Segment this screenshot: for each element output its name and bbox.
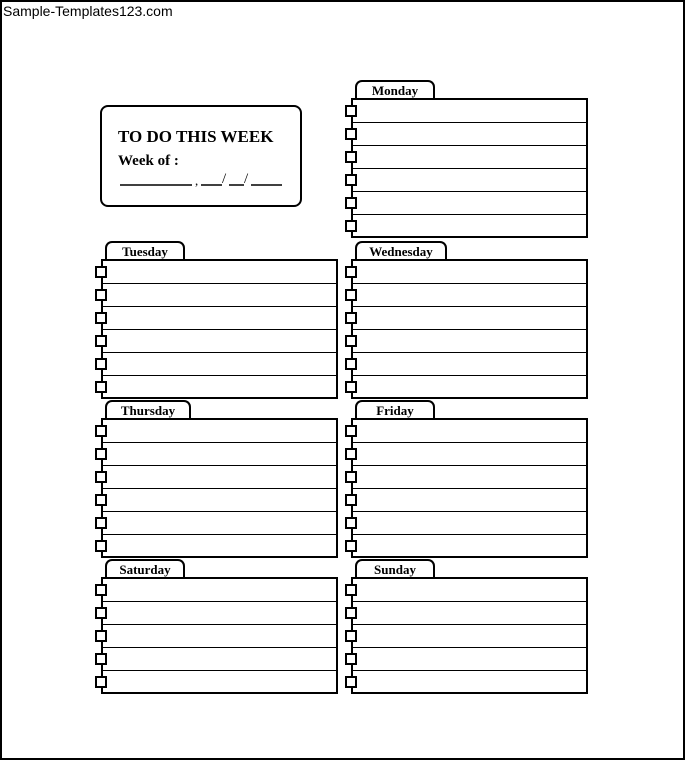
task-line[interactable] (103, 443, 336, 466)
task-checkbox[interactable] (95, 425, 107, 437)
day-tab-saturday: Saturday (105, 559, 185, 577)
task-checkbox[interactable] (345, 494, 357, 506)
day-tab-friday: Friday (355, 400, 435, 418)
date-slash-1: / (222, 171, 227, 187)
day-task-list-tuesday (101, 259, 338, 399)
task-line[interactable] (103, 625, 336, 648)
task-checkbox[interactable] (345, 425, 357, 437)
task-checkbox[interactable] (345, 584, 357, 596)
task-line[interactable] (353, 512, 586, 535)
task-line[interactable] (103, 261, 336, 284)
task-line[interactable] (353, 671, 586, 692)
task-checkbox[interactable] (345, 220, 357, 232)
task-checkbox[interactable] (95, 381, 107, 393)
task-line[interactable] (353, 169, 586, 192)
task-checkbox[interactable] (95, 266, 107, 278)
task-line[interactable] (103, 307, 336, 330)
task-line[interactable] (103, 512, 336, 535)
day-task-list-sunday (351, 577, 588, 694)
task-checkbox[interactable] (345, 335, 357, 347)
task-line[interactable] (103, 648, 336, 671)
task-line[interactable] (103, 376, 336, 397)
day-task-list-wednesday (351, 259, 588, 399)
task-checkbox[interactable] (345, 266, 357, 278)
date-fill-line[interactable] (120, 167, 284, 187)
task-line[interactable] (353, 376, 586, 397)
task-checkbox[interactable] (345, 289, 357, 301)
task-checkbox[interactable] (345, 381, 357, 393)
task-checkbox[interactable] (345, 607, 357, 619)
task-checkbox[interactable] (95, 471, 107, 483)
task-line[interactable] (353, 420, 586, 443)
task-checkbox[interactable] (95, 630, 107, 642)
task-line[interactable] (103, 489, 336, 512)
task-line[interactable] (353, 602, 586, 625)
task-checkbox[interactable] (95, 676, 107, 688)
day-tab-sunday: Sunday (355, 559, 435, 577)
task-line[interactable] (353, 284, 586, 307)
task-checkbox[interactable] (345, 630, 357, 642)
date-slash-2: / (244, 171, 249, 187)
page-title: TO DO THIS WEEK (118, 127, 274, 146)
task-line[interactable] (353, 192, 586, 215)
task-checkbox[interactable] (345, 540, 357, 552)
task-checkbox[interactable] (95, 607, 107, 619)
task-checkbox[interactable] (345, 517, 357, 529)
week-of-label: Week of : (118, 153, 179, 169)
task-checkbox[interactable] (95, 584, 107, 596)
task-line[interactable] (103, 330, 336, 353)
task-line[interactable] (353, 330, 586, 353)
task-checkbox[interactable] (95, 448, 107, 460)
task-line[interactable] (353, 215, 586, 236)
task-checkbox[interactable] (345, 448, 357, 460)
day-task-list-thursday (101, 418, 338, 558)
task-checkbox[interactable] (345, 128, 357, 140)
task-checkbox[interactable] (95, 289, 107, 301)
task-checkbox[interactable] (95, 335, 107, 347)
task-line[interactable] (103, 579, 336, 602)
day-task-list-friday (351, 418, 588, 558)
task-checkbox[interactable] (345, 197, 357, 209)
task-line[interactable] (353, 307, 586, 330)
svg-text:,: , (195, 173, 199, 187)
task-line[interactable] (103, 284, 336, 307)
task-line[interactable] (103, 353, 336, 376)
task-line[interactable] (353, 100, 586, 123)
day-task-list-saturday (101, 577, 338, 694)
task-checkbox[interactable] (345, 105, 357, 117)
task-line[interactable] (353, 353, 586, 376)
day-task-list-monday (351, 98, 588, 238)
day-tab-wednesday: Wednesday (355, 241, 447, 259)
task-line[interactable] (353, 146, 586, 169)
task-checkbox[interactable] (95, 540, 107, 552)
task-checkbox[interactable] (345, 358, 357, 370)
day-tab-tuesday: Tuesday (105, 241, 185, 259)
task-checkbox[interactable] (345, 471, 357, 483)
title-box (100, 105, 302, 207)
task-line[interactable] (103, 535, 336, 556)
task-line[interactable] (103, 420, 336, 443)
task-line[interactable] (353, 625, 586, 648)
watermark: Sample-Templates123.com (3, 3, 173, 19)
task-line[interactable] (103, 602, 336, 625)
task-line[interactable] (353, 443, 586, 466)
task-checkbox[interactable] (345, 174, 357, 186)
task-line[interactable] (103, 466, 336, 489)
task-line[interactable] (353, 579, 586, 602)
task-checkbox[interactable] (95, 517, 107, 529)
task-checkbox[interactable] (345, 312, 357, 324)
task-checkbox[interactable] (95, 312, 107, 324)
task-line[interactable] (353, 535, 586, 556)
task-line[interactable] (353, 466, 586, 489)
task-line[interactable] (103, 671, 336, 692)
task-line[interactable] (353, 648, 586, 671)
task-line[interactable] (353, 261, 586, 284)
task-checkbox[interactable] (95, 494, 107, 506)
task-checkbox[interactable] (95, 358, 107, 370)
task-checkbox[interactable] (345, 653, 357, 665)
task-line[interactable] (353, 123, 586, 146)
task-checkbox[interactable] (345, 676, 357, 688)
day-tab-monday: Monday (355, 80, 435, 98)
task-checkbox[interactable] (95, 653, 107, 665)
task-checkbox[interactable] (345, 151, 357, 163)
day-tab-thursday: Thursday (105, 400, 191, 418)
task-line[interactable] (353, 489, 586, 512)
